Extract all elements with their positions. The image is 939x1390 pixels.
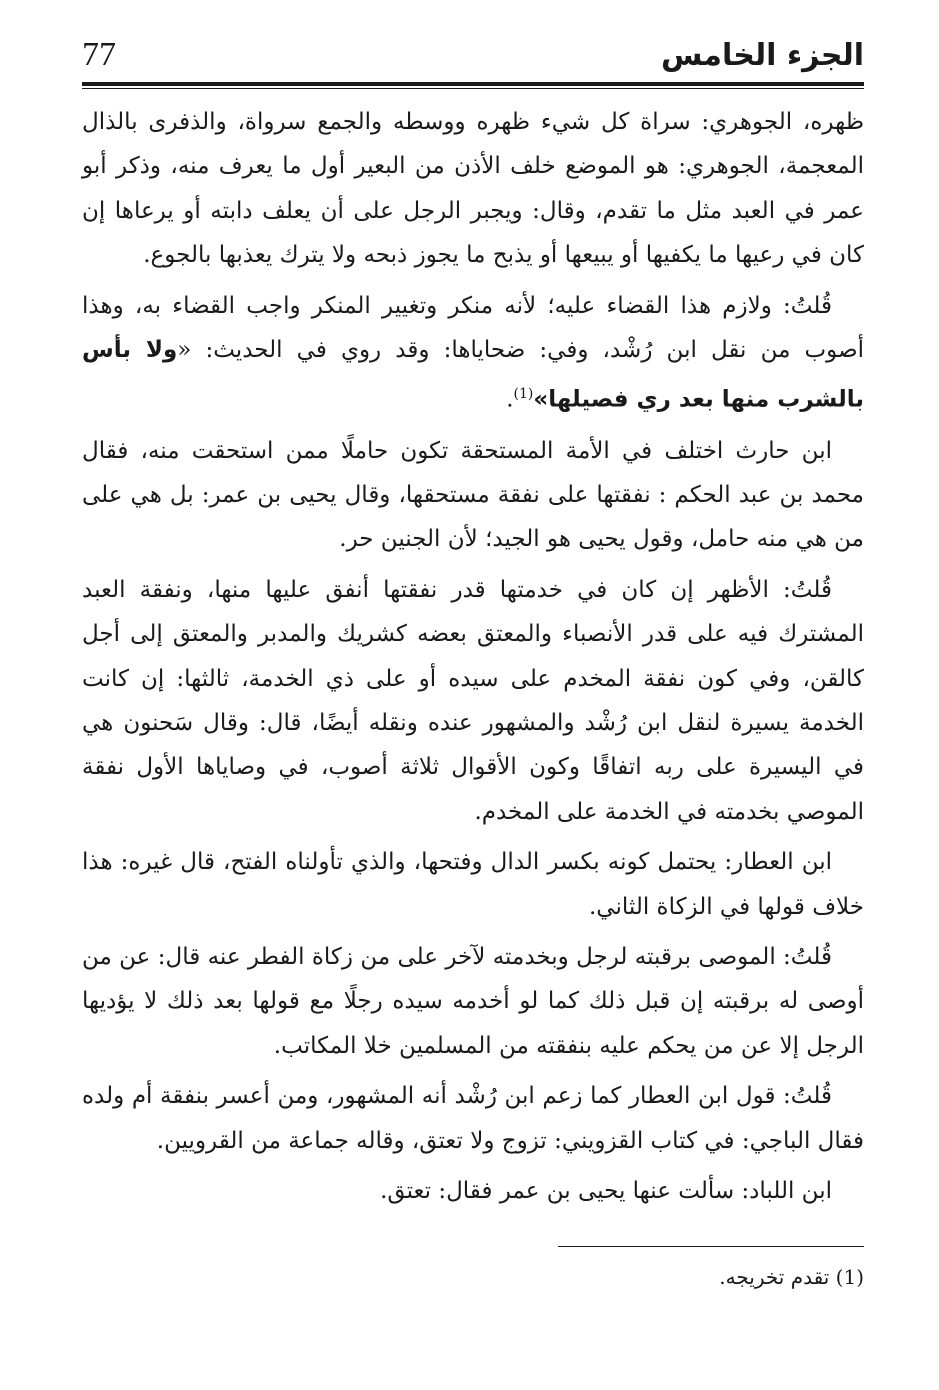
paragraph: قُلتُ: الموصى برقبته لرجل وبخدمته لآخر على من زكاة الفطر عنه قال: عن من أوصى له برقبته إن قبل ذلك كما لو أخدمه سيده رجلًا مع قولها بعد ذلك لا يؤديها الرجل إلا عن من يحكم عليه بنفقته من المسلمين خلا المكاتب. <box>82 943 864 1059</box>
body-text <box>82 100 864 1213</box>
page-number: 77 <box>82 36 116 73</box>
footnote-ref: (1) <box>513 386 534 403</box>
hadith-quote: ولا بأس بالشرب منها بعد ري فصيلها <box>82 337 864 414</box>
paragraph: ابن حارث اختلف في الأمة المستحقة تكون حاملًا ممن استحقت منه، فقال محمد بن عبد الحكم : نفقتها على نفقة مستحقها، وقال يحيى بن عمر: بل هي على من هي منه حامل، وقول يحيى هو الجيد؛ لأن الجنين حر. <box>82 437 864 553</box>
page-header <box>82 36 864 84</box>
paragraph: ظهره، الجوهري: سراة كل شيء ظهره ووسطه والجمع سرواة، والذفرى بالذال المعجمة، الجوهري: هو الموضع خلف الأذن من البعير أول ما يعرف منه، وذكر أبو عمر في العبد مثل ما تقدم، وقال: ويجبر الرجل على أن يعلف دابته أو يرعاها إن كان في رعيها ما يكفيها أو يبيعها أو يذبح ما يجوز ذبحه ولا يترك يعذبها بالجوع. <box>82 109 864 269</box>
paragraph: ابن العطار: يحتمل كونه بكسر الدال وفتحها، والذي تأولناه الفتح، قال غيره: هذا خلاف قولها في الزكاة الثاني. <box>82 849 864 920</box>
footnote: (1) تقدم تخريجه. <box>719 1265 864 1289</box>
paragraph: قُلتُ: الأظهر إن كان في خدمتها قدر نفقتها أنفق عليها منها، ونفقة العبد المشترك فيه على قدر الأنصباء والمعتق بعضه كشريك والمدبر والمعتق إلى أجل كالقن، وفي كون نفقة المخدم على سيده أو على ذي الخدمة، ثالثها: إن كانت الخدمة يسيرة لنقل ابن رُشْد والمشهور عنده ونقله أيضًا، قال: وقال سَحنون هي في اليسيرة على ربه اتفاقًا وكون الأقوال ثلاثة أصوب، في وصاياها الأول نفقة الموصي بخدمته في الخدمة على المخدم. <box>82 576 864 825</box>
paragraph-end: . <box>506 387 514 414</box>
paragraph-text: قُلتُ: ولازم هذا القضاء عليه؛ لأنه منكر وتغيير المنكر واجب القضاء به، وهذا أصوب من نقل ابن رُشْد، وفي: ضحاياها: وقد روي في الحديث: « <box>82 292 864 364</box>
quote-close: » <box>533 387 549 414</box>
paragraph <box>82 284 864 423</box>
footnote-rule <box>558 1246 864 1247</box>
paragraph: ابن اللباد: سألت عنها يحيى بن عمر فقال: تعتق. <box>380 1178 832 1204</box>
header-rule-thin <box>82 88 864 89</box>
paragraph: قُلتُ: قول ابن العطار كما زعم ابن رُشْد أنه المشهور، ومن أعسر بنفقة أم ولده فقال الباجي: في كتاب القزويني: تزوج ولا تعتق، وقاله جماعة من القرويين. <box>82 1083 864 1154</box>
volume-title: الجزء الخامس <box>660 38 864 73</box>
header-rule-thick <box>82 82 864 86</box>
